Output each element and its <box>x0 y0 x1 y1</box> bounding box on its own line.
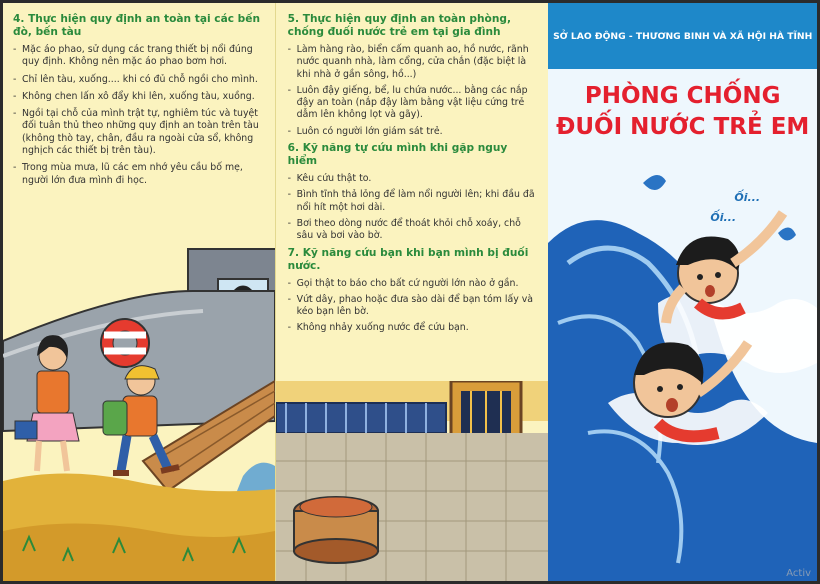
section5-list <box>288 44 539 138</box>
section7-list <box>288 278 539 335</box>
watermark-text: Activ <box>786 568 812 579</box>
list-item: - Làm hàng rào, biển cấm quanh ao, hồ nước, rãnh nước quanh nhà, làm cổng, cửa chắn (đặc biệt là khi nhà ở gần sông, hồ...) <box>288 44 539 81</box>
panel1-text <box>13 13 267 192</box>
brochure <box>3 3 817 581</box>
panel-boat-safety <box>3 3 275 581</box>
list-item: - Chỉ lên tàu, xuống.... khi có đủ chỗ ngồi cho mình. <box>13 74 267 86</box>
shout-text-1: Ối... <box>734 191 761 204</box>
org-banner: SỞ LAO ĐỘNG - THƯƠNG BINH VÀ XÃ HỘI HÀ TĨNH <box>548 3 817 69</box>
section7-title: 7. Kỹ năng cứu bạn khi bạn mình bị đuối nước. <box>287 246 529 272</box>
list-item: - Trong mùa mưa, lũ các em nhớ yêu cầu bố mẹ, người lớn đưa mình đi học. <box>13 162 267 187</box>
list-item: - Luôn đậy giếng, bể, lu chứa nước... bằng các nắp đậy an toàn (nắp đậy làm bằng vật liệu cứng trẻ dẫm lên không lọt và gãy). <box>288 85 539 122</box>
cover-title-line2: ĐUỐI NƯỚC TRẺ EM <box>556 114 810 140</box>
list-item: - Bơi theo dòng nước để thoát khỏi chỗ xoáy, chỗ sâu và bơi vào bờ. <box>288 218 539 243</box>
list-item: - Bình tĩnh thả lỏng để làm nổi người lên; khi đầu đã nổi hít một hơi dài. <box>288 189 539 214</box>
panel2-text <box>288 13 539 339</box>
section6-title: 6. Kỹ năng tự cứu mình khi gặp nguy hiểm <box>287 142 508 168</box>
panel-cover <box>548 3 817 581</box>
section4-title: 4. Thực hiện quy định an toàn tại các bến đò, bến tàu <box>13 13 260 38</box>
shout-text-2: Ối... <box>710 211 737 224</box>
cover-title-line1: PHÒNG CHỐNG <box>584 83 781 109</box>
list-item: - Không nhảy xuống nước để cứu bạn. <box>288 322 539 334</box>
courtyard-well-illustration <box>276 381 549 581</box>
boat-dock-illustration <box>3 231 275 581</box>
list-item: - Gọi thật to báo cho bất cứ người lớn nào ở gần. <box>288 278 539 290</box>
list-item: - Vứt dây, phao hoặc đưa sào dài để bạn tóm lấy và kéo bạn lên bờ. <box>288 294 539 319</box>
panel-home-safety <box>275 3 549 581</box>
cover-title <box>548 81 817 143</box>
list-item: - Kêu cứu thật to. <box>288 173 539 185</box>
section5-title: 5. Thực hiện quy định an toàn phòng, chống đuối nước trẻ em tại gia đình <box>287 13 511 38</box>
list-item: - Mặc áo phao, sử dụng các trang thiết bị nổi đúng quy định. Không nên mặc áo phao bơm hơi. <box>13 44 267 69</box>
list-item: - Không chen lấn xô đẩy khi lên, xuống tàu, xuồng. <box>13 91 267 103</box>
list-item: - Luôn có người lớn giám sát trẻ. <box>288 126 539 138</box>
list-item: - Ngồi tại chỗ của mình trật tự, nghiêm túc và tuyệt đối tuân thủ theo những quy định an toàn trên tàu (không thò tay, chân, đầu ra ngoài cửa sổ, không nghịch các thiết bị trên tàu). <box>13 108 267 157</box>
section4-list <box>13 44 267 187</box>
section6-list <box>288 173 539 242</box>
